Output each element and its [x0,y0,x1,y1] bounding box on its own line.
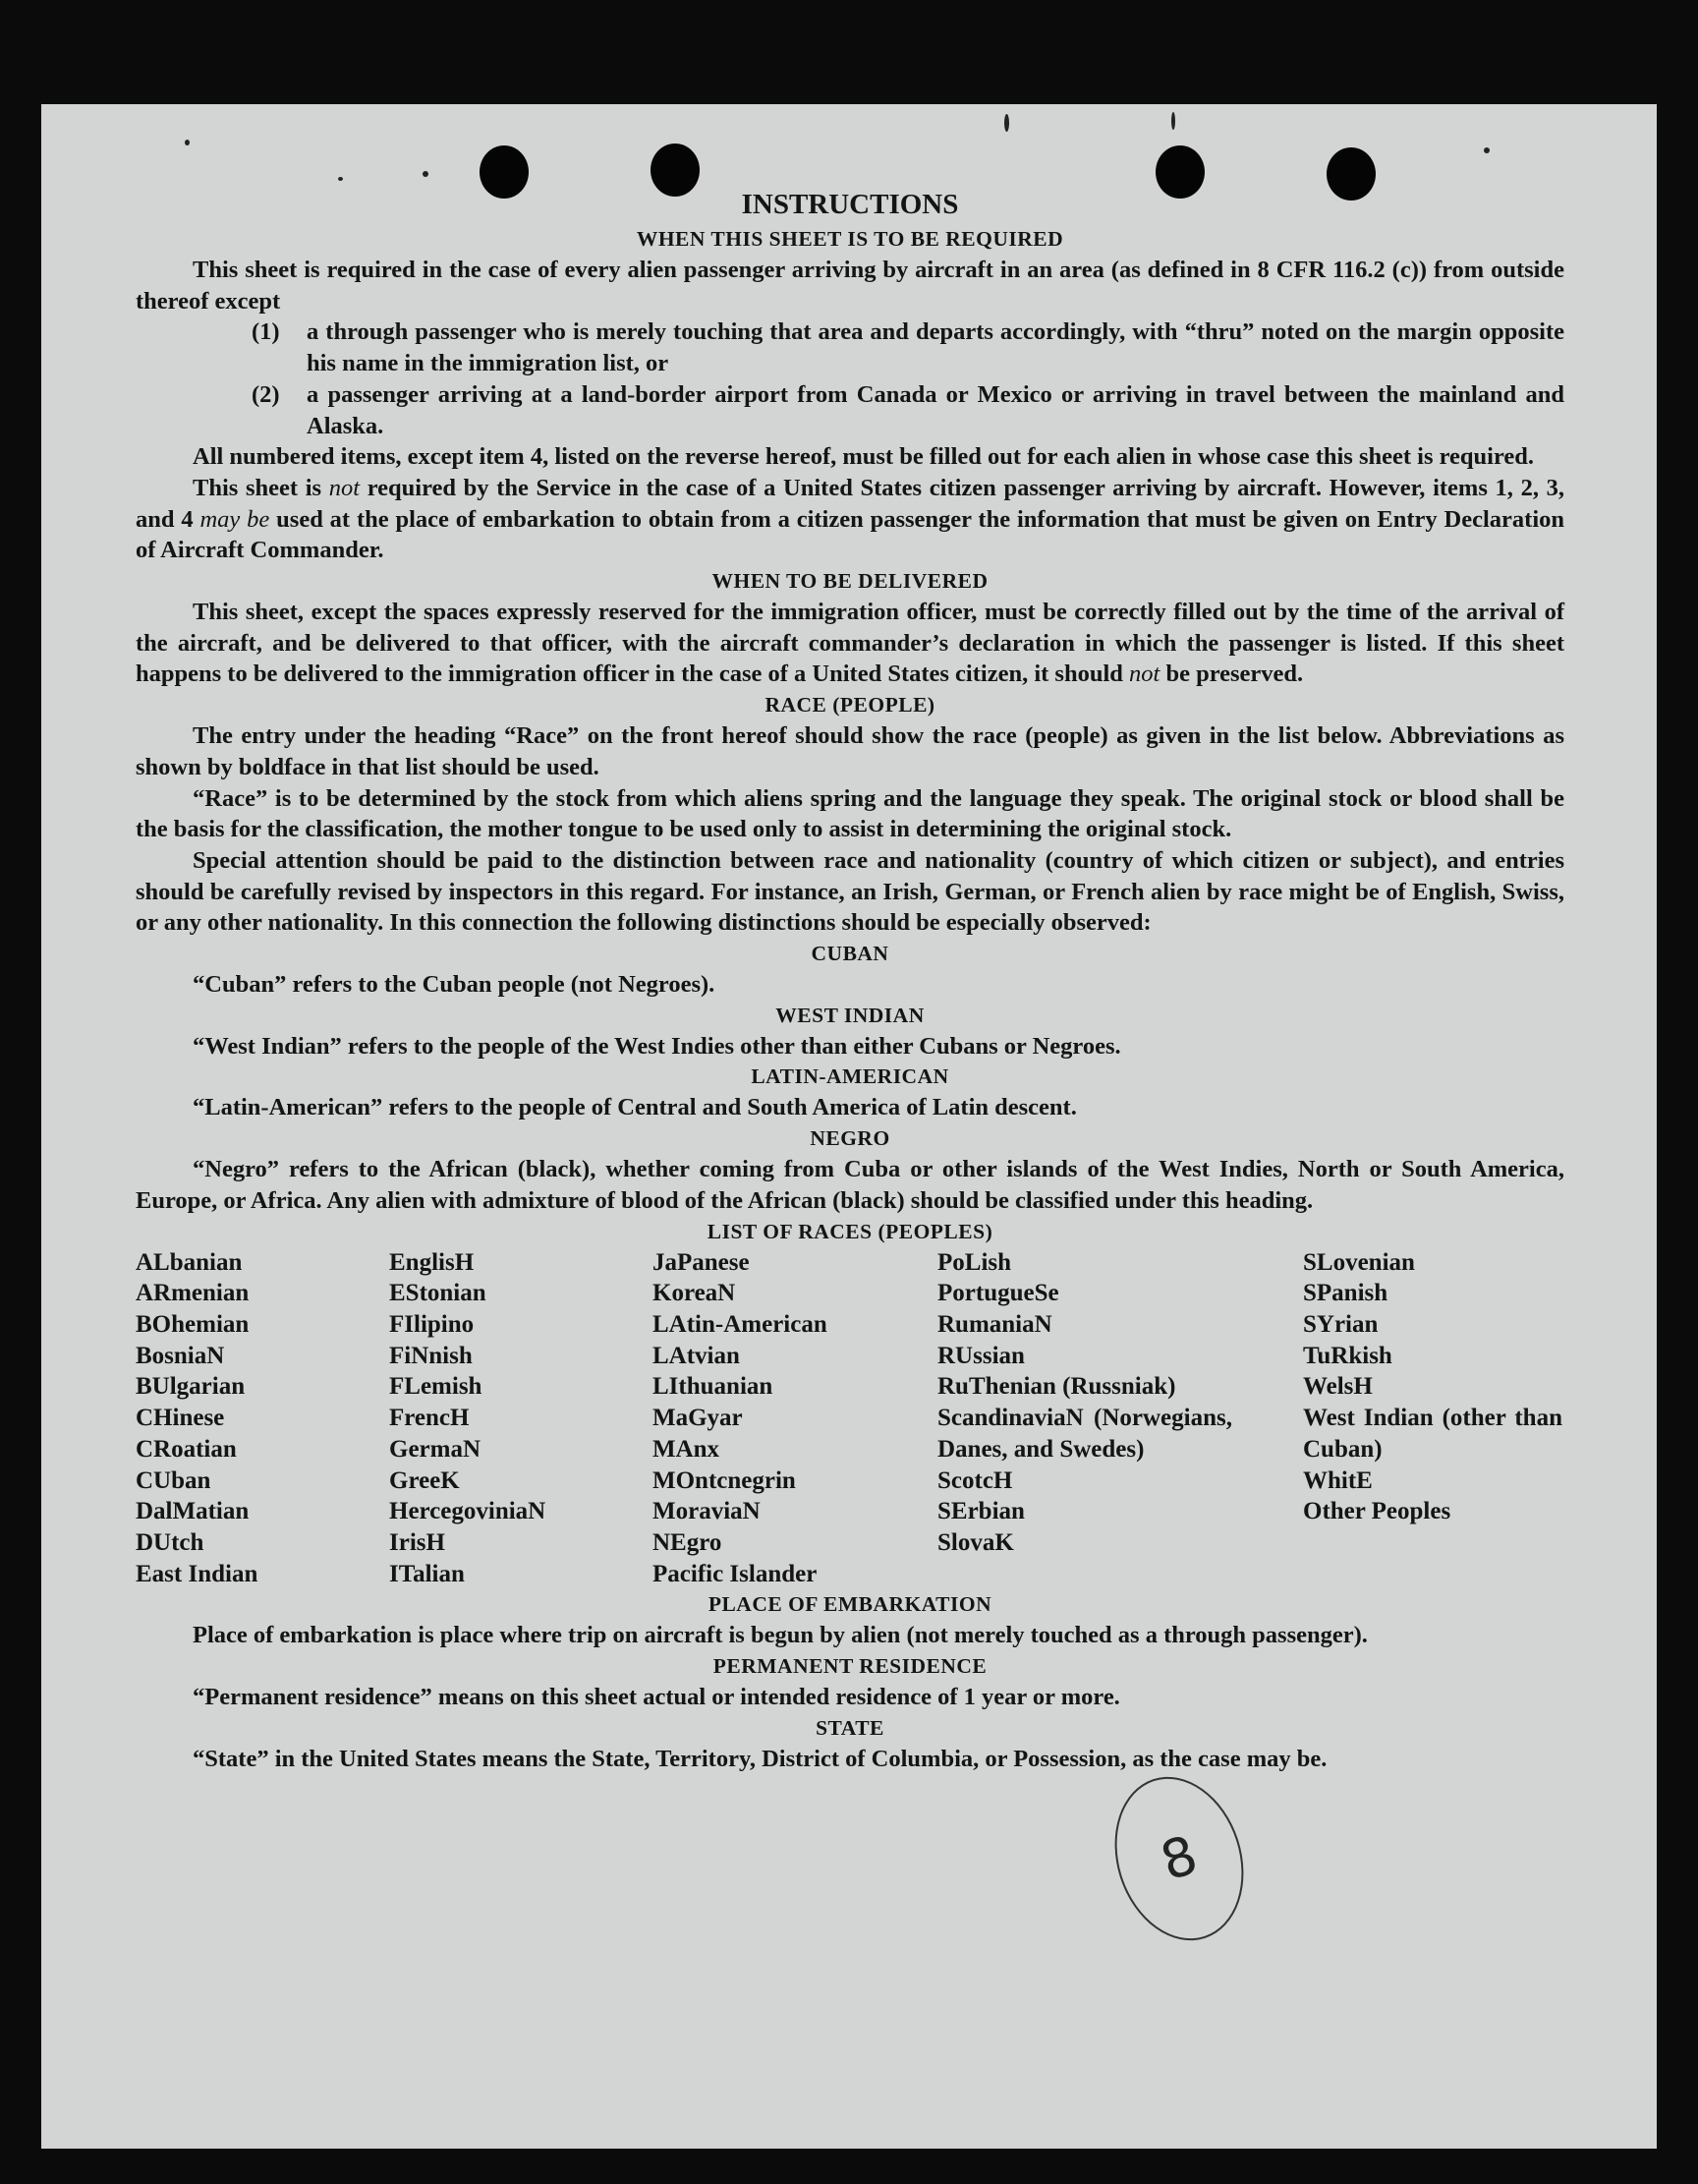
item-number: (2) [252,380,280,408]
race-entry: CHinese [136,1405,225,1432]
paragraph-west-indian: “West Indian” refers to the people of the West Indies other than either Cubans or Negroes. [193,1032,1121,1060]
heading-permanent-residence: PERMANENT RESIDENCE [712,1654,988,1679]
heading-cuban: CUBAN [811,942,889,966]
race-entry: JaPanese [652,1248,750,1276]
paragraph-permanent-residence: “Permanent residence” means on this sheet actual or intended residence of 1 year or more. [193,1684,1120,1711]
paragraph-state: “State” in the United States means the State, Territory, District of Columbia, or Possession, as the case may be. [193,1745,1328,1772]
race-entry: BUlgarian [136,1373,246,1401]
race-entry: CUban [136,1466,211,1494]
heading-negro: NEGRO [810,1126,890,1151]
heading-state: STATE [816,1715,884,1740]
text-run: used at the place of embarkation to obtain from a citizen passenger the information that must be given on Entry Declaration of Aircraft Commander. [136,505,1564,564]
race-entry: FiNnish [389,1342,473,1369]
race-entry: NEgro [652,1528,722,1556]
races-column-4 [937,1247,1303,1590]
race-entry: WelsH [1303,1373,1373,1401]
item-text: a through passenger who is merely touching that area and departs accordingly, with “thru” noted on the margin opposite his name in the immigration list, or [307,318,1564,377]
heading-when-delivered: WHEN TO BE DELIVERED [711,569,989,594]
race-entry: ARmenian [136,1280,250,1307]
race-entry-west-indian: West Indian (other than Cuban) [1303,1405,1562,1463]
races-column-3 [652,1247,937,1590]
handwritten-number: 8 [1153,1823,1205,1893]
race-entry: RumaniaN [937,1310,1052,1338]
paragraph-embarkation: Place of embarkation is place where trip on aircraft is begun by alien (not merely touched as a through passenger). [193,1622,1368,1649]
race-entry: FIlipino [389,1310,475,1338]
race-entry: DalMatian [136,1498,250,1525]
race-entry: SLovenian [1303,1248,1415,1276]
race-entry: MoraviaN [652,1498,761,1525]
race-entry: LAtin-American [652,1310,827,1338]
document-page [41,104,1657,2149]
race-entry: ScotcH [937,1466,1013,1494]
race-entry: RUssian [937,1342,1025,1369]
races-column-5 [1303,1247,1564,1590]
text-run: required by the Service in the case of a United States citizen passenger arriving by aircraft. However, items 1, 2, 3, and 4 [136,474,1565,533]
race-entry: MOntcnegrin [652,1466,796,1494]
race-entry: SlovaK [937,1528,1014,1556]
paragraph-delivery [136,597,1564,690]
race-entry: East Indian [136,1560,258,1587]
speck [1171,112,1175,130]
race-entry: IrisH [389,1528,445,1556]
paragraph-numbered-items: All numbered items, except item 4, listed on the reverse hereof, must be filled out for each alien in whose case this sheet is required. [193,443,1535,471]
page-title: INSTRUCTIONS [741,189,959,220]
heading-latin-american: LATIN-AMERICAN [751,1064,949,1089]
race-entry: ITalian [389,1560,465,1587]
handwritten-circled-mark [1095,1760,1264,1958]
item-number: (1) [252,318,280,346]
paragraph-required-intro: This sheet is required in the case of every alien passenger arriving by aircraft in an area (as defined in 8 CFR 116.2 (c)) from outside thereof except [136,257,1564,315]
speck [1004,114,1009,132]
race-entry: SYrian [1303,1310,1379,1338]
paragraph-race-3: Special attention should be paid to the distinction between race and nationality (country of which citizen or subject), and entries should be carefully revised by inspectors in this regard. For instance, an Irish, German, or French alien by race might be of English, Swiss, or any other nationality. In this connection the following distinctions should be especially observed: [136,846,1564,937]
races-list [136,1247,1564,1590]
race-entry: LAtvian [652,1342,740,1369]
text-run: be preserved. [1160,661,1304,688]
race-entry: GermaN [389,1435,481,1463]
race-entry: EnglisH [389,1248,475,1276]
emphasis-may-be: may be [199,505,270,533]
races-column-2 [389,1247,652,1590]
race-entry: SPanish [1303,1280,1388,1307]
paragraph-race-1: The entry under the heading “Race” on the front hereof should show the race (people) as given in the list below. Abbreviations as shown by boldface in that list should be used. [136,722,1564,780]
paragraph-citizen [136,473,1564,566]
heading-west-indian: WEST INDIAN [775,1003,925,1027]
race-entry: RuThenian (Russniak) [937,1373,1176,1401]
speck [185,140,190,145]
race-entry: TuRkish [1303,1342,1392,1369]
race-entry: PoLish [937,1248,1012,1276]
race-entry: BOhemian [136,1310,250,1338]
paragraph-latin-american: “Latin-American” refers to the people of Central and South America of Latin descent. [193,1094,1077,1121]
race-entry: HercegoviniaN [389,1498,546,1525]
emphasis-not: not [328,474,361,501]
race-entry: MaGyar [652,1405,743,1432]
race-entry: Other Peoples [1303,1498,1451,1525]
race-entry: PortugueSe [937,1280,1059,1307]
speck [1484,147,1490,153]
race-entry: WhitE [1303,1466,1373,1494]
speck [423,171,428,177]
text-run: This sheet, except the spaces expressly reserved for the immigration officer, must be correctly filled out by the time of the arrival of the aircraft, and be delivered to that officer, with the aircraft commander’s declaration in which the passenger is listed. If this sheet happens to be delivered to the immigration officer in the case of a United States citizen, it should [136,599,1564,688]
exception-item [252,379,1564,441]
races-column-1 [136,1247,389,1590]
race-entry: GreeK [389,1466,460,1494]
heading-when-required: WHEN THIS SHEET IS TO BE REQUIRED [636,227,1064,251]
heading-race: RACE (PEOPLE) [764,693,935,718]
emphasis-not: not [1129,661,1160,688]
paragraph-race-2: “Race” is to be determined by the stock from which aliens spring and the language they speak. The original stock or blood shall be the basis for the classification, the mother tongue to be used only to assist in determining the original stock. [136,784,1564,843]
race-entry: FLemish [389,1373,482,1401]
race-entry: ALbanian [136,1248,243,1276]
heading-list-of-races: LIST OF RACES (PEOPLES) [707,1219,993,1243]
race-entry: KoreaN [652,1280,736,1307]
text-run: This sheet is [193,474,329,501]
race-entry: DUtch [136,1528,204,1556]
item-text: a passenger arriving at a land-border airport from Canada or Mexico or arriving in travel between the mainland and Alaska. [307,380,1564,439]
race-entry: EStonian [389,1280,486,1307]
race-entry: FrencH [389,1405,470,1432]
speck [338,177,343,181]
race-entry: CRoatian [136,1435,237,1463]
race-entry-scandinavian: ScandinaviaN (Norwegians, Danes, and Swedes) [937,1405,1232,1463]
heading-embarkation: PLACE OF EMBARKATION [708,1592,992,1617]
race-entry: SErbian [937,1498,1025,1525]
race-entry: BosniaN [136,1342,225,1369]
race-entry: LIthuanian [652,1373,773,1401]
race-entry: Pacific Islander [652,1560,818,1587]
paragraph-cuban: “Cuban” refers to the Cuban people (not Negroes). [193,971,715,999]
exception-item [252,316,1564,378]
instructions-body [136,185,1564,1774]
paragraph-negro: “Negro” refers to the African (black), whether coming from Cuba or other islands of the West Indies, North or South America, Europe, or Africa. Any alien with admixture of blood of the African (black) should be classified under this heading. [136,1156,1564,1214]
race-entry: MAnx [652,1435,720,1463]
